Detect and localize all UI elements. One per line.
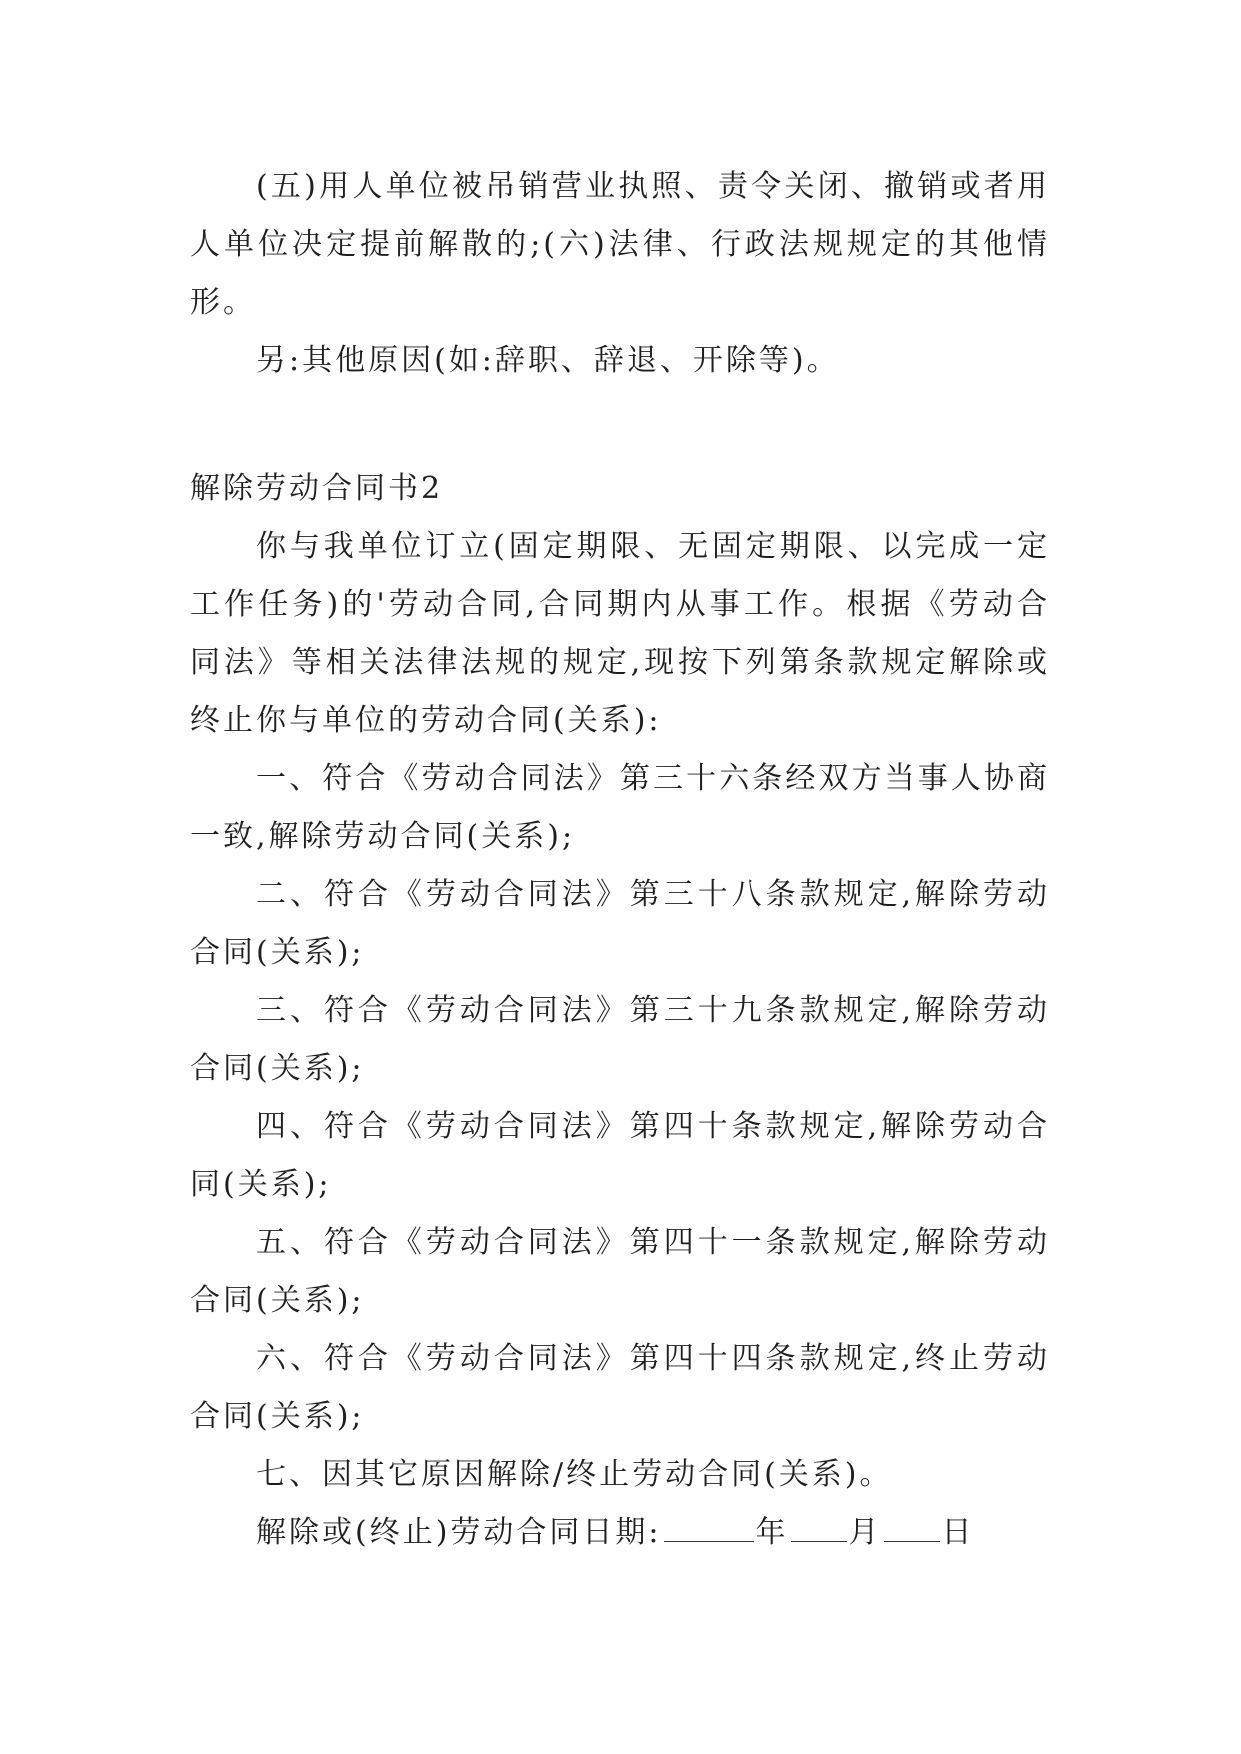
list-item: 一、符合《劳动合同法》第三十六条经双方当事人协商一致,解除劳动合同(关系); (190, 761, 1050, 854)
list-item: 六、符合《劳动合同法》第四十四条款规定,终止劳动合同(关系); (190, 1341, 1050, 1434)
date-label: 解除或(终止)劳动合同日期: (256, 1515, 662, 1550)
paragraph-other-reasons: 另:其他原因(如:辞职、辞退、开除等)。 (256, 343, 840, 378)
month-blank[interactable] (791, 1517, 847, 1542)
month-label: 月 (848, 1515, 882, 1550)
day-label: 日 (941, 1515, 975, 1550)
paragraph-contract-intro: 你与我单位订立(固定期限、无固定期限、以完成一定工作任务)的'劳动合同,合同期内从事工作。根据《劳动合同法》等相关法律法规的规定,现按下列第条款规定解除或终止你与单位的劳动合同(关系): (190, 529, 1050, 738)
list-item: 五、符合《劳动合同法》第四十一条款规定,解除劳动合同(关系); (190, 1225, 1050, 1318)
list-item: 二、符合《劳动合同法》第三十八条款规定,解除劳动合同(关系); (190, 877, 1050, 970)
year-blank[interactable] (664, 1517, 754, 1542)
list-item: 三、符合《劳动合同法》第三十九条款规定,解除劳动合同(关系); (190, 993, 1050, 1086)
paragraph-clause-5-6: (五)用人单位被吊销营业执照、责令关闭、撤销或者用人单位决定提前解散的;(六)法律、行政法规规定的其他情形。 (190, 169, 1050, 320)
year-label: 年 (755, 1515, 789, 1550)
termination-date-line (190, 1504, 1050, 1562)
document-page (190, 158, 1050, 1562)
day-blank[interactable] (884, 1517, 940, 1542)
section-title: 解除劳动合同书2 (190, 471, 444, 506)
list-item: 四、符合《劳动合同法》第四十条款规定,解除劳动合同(关系); (190, 1109, 1050, 1202)
list-item: 七、因其它原因解除/终止劳动合同(关系)。 (256, 1457, 893, 1492)
